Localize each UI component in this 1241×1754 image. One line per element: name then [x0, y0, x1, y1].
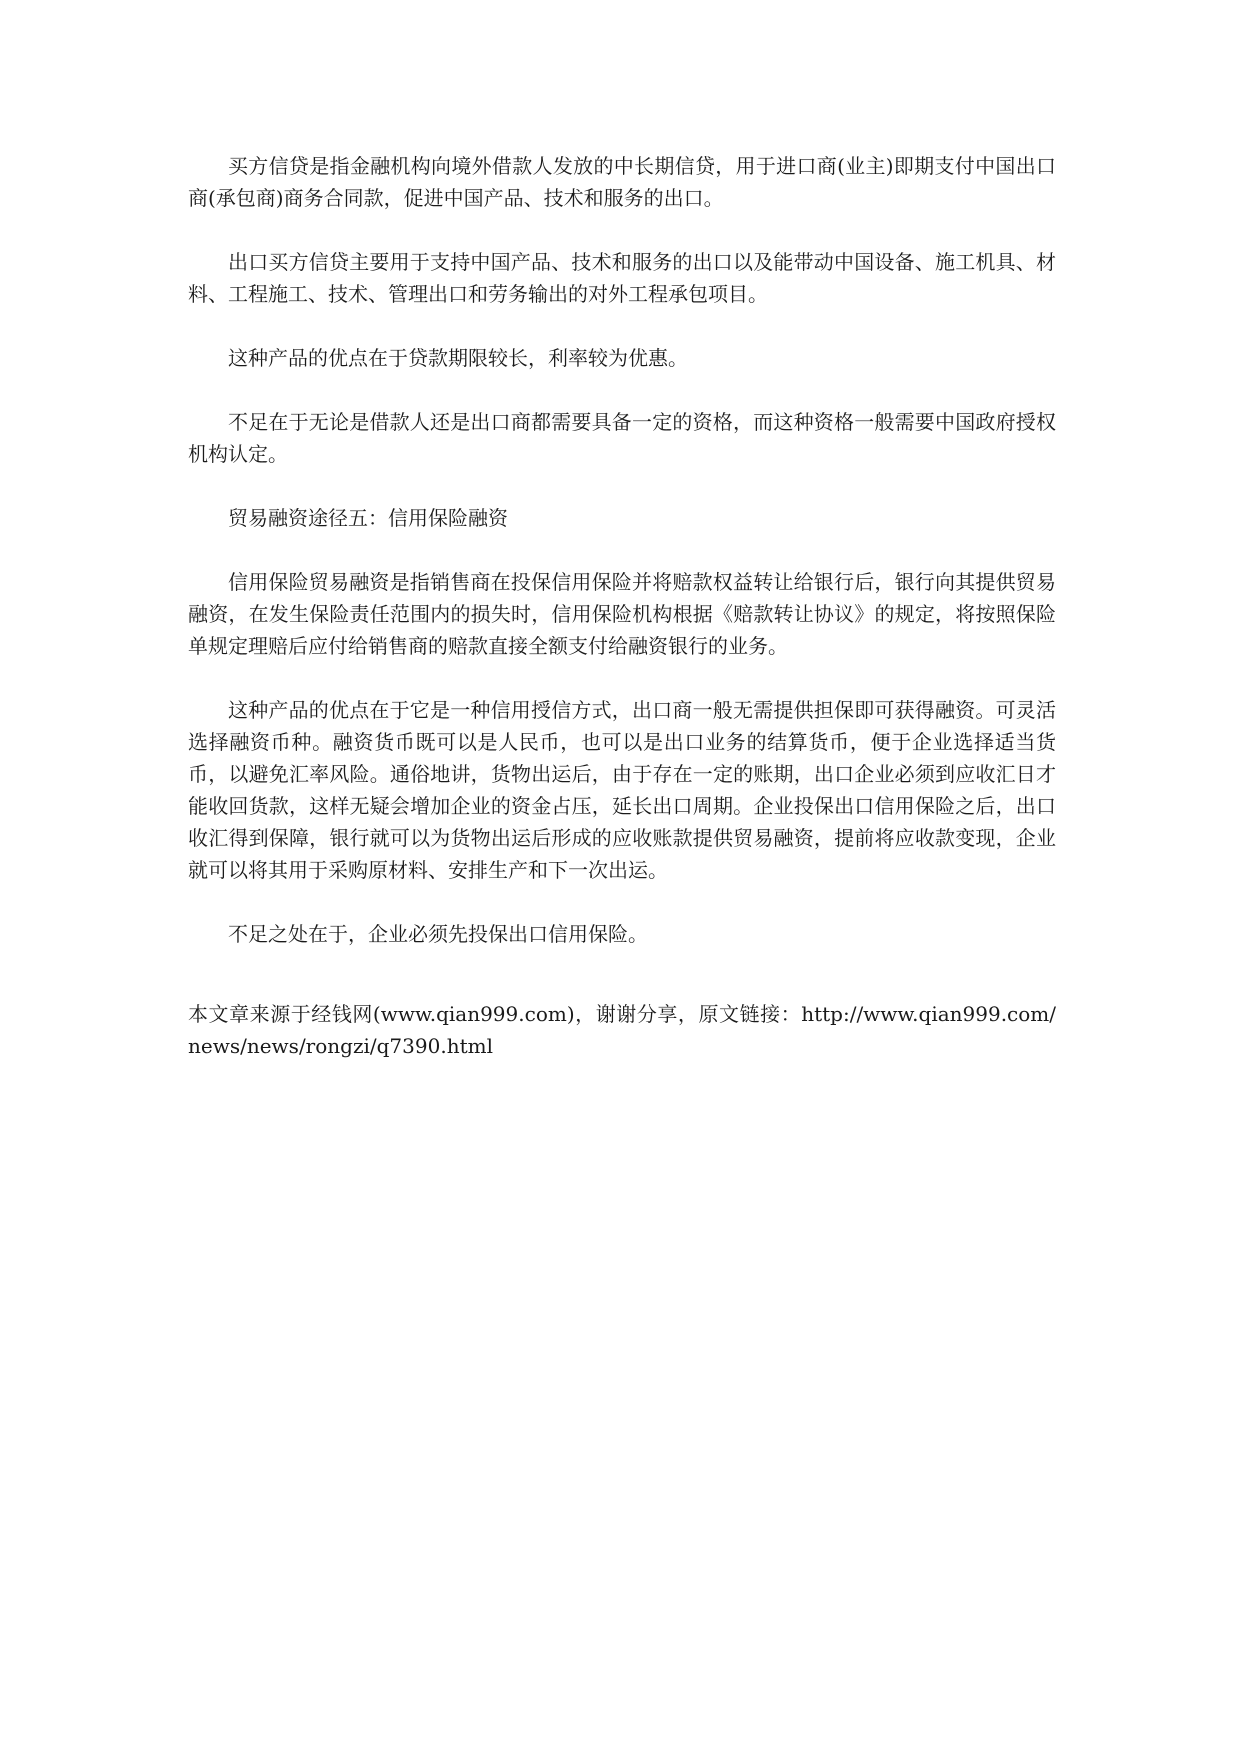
source-attribution: 本文章来源于经钱网(www.qian999.com)，谢谢分享，原文链接：http://www.qian999.com/news/news/rongzi/q7390.html [188, 1002, 1056, 1058]
paragraph-credit-insurance-disadvantage: 不足之处在于，企业必须先投保出口信用保险。 [228, 922, 648, 946]
paragraph-credit-insurance-definition: 信用保险贸易融资是指销售商在投保信用保险并将赔款权益转让给银行后，银行向其提供贸易融资，在发生保险责任范围内的损失时，信用保险机构根据《赔款转让协议》的规定，将按照保险单规定理赔后应付给销售商的赔款直接全额支付给融资银行的业务。 [188, 570, 1056, 658]
article-body [188, 150, 1056, 1062]
section-heading-credit-insurance-financing: 贸易融资途径五：信用保险融资 [228, 506, 508, 530]
paragraph-buyer-credit-disadvantage: 不足在于无论是借款人还是出口商都需要具备一定的资格，而这种资格一般需要中国政府授权机构认定。 [188, 410, 1056, 466]
paragraph-credit-insurance-advantage: 这种产品的优点在于它是一种信用授信方式，出口商一般无需提供担保即可获得融资。可灵活选择融资币种。融资货币既可以是人民币，也可以是出口业务的结算货币，便于企业选择适当货币，以避免汇率风险。通俗地讲，货物出运后，由于存在一定的账期，出口企业必须到应收汇日才能收回货款，这样无疑会增加企业的资金占压，延长出口周期。企业投保出口信用保险之后，出口收汇得到保障，银行就可以为货物出运后形成的应收账款提供贸易融资，提前将应收款变现，企业就可以将其用于采购原材料、安排生产和下一次出运。 [188, 698, 1056, 882]
paragraph-buyer-credit-advantage: 这种产品的优点在于贷款期限较长，利率较为优惠。 [228, 346, 688, 370]
paragraph-export-buyer-credit-usage: 出口买方信贷主要用于支持中国产品、技术和服务的出口以及能带动中国设备、施工机具、材料、工程施工、技术、管理出口和劳务输出的对外工程承包项目。 [188, 250, 1056, 306]
paragraph-buyer-credit-definition: 买方信贷是指金融机构向境外借款人发放的中长期信贷，用于进口商(业主)即期支付中国出口商(承包商)商务合同款，促进中国产品、技术和服务的出口。 [188, 154, 1056, 210]
